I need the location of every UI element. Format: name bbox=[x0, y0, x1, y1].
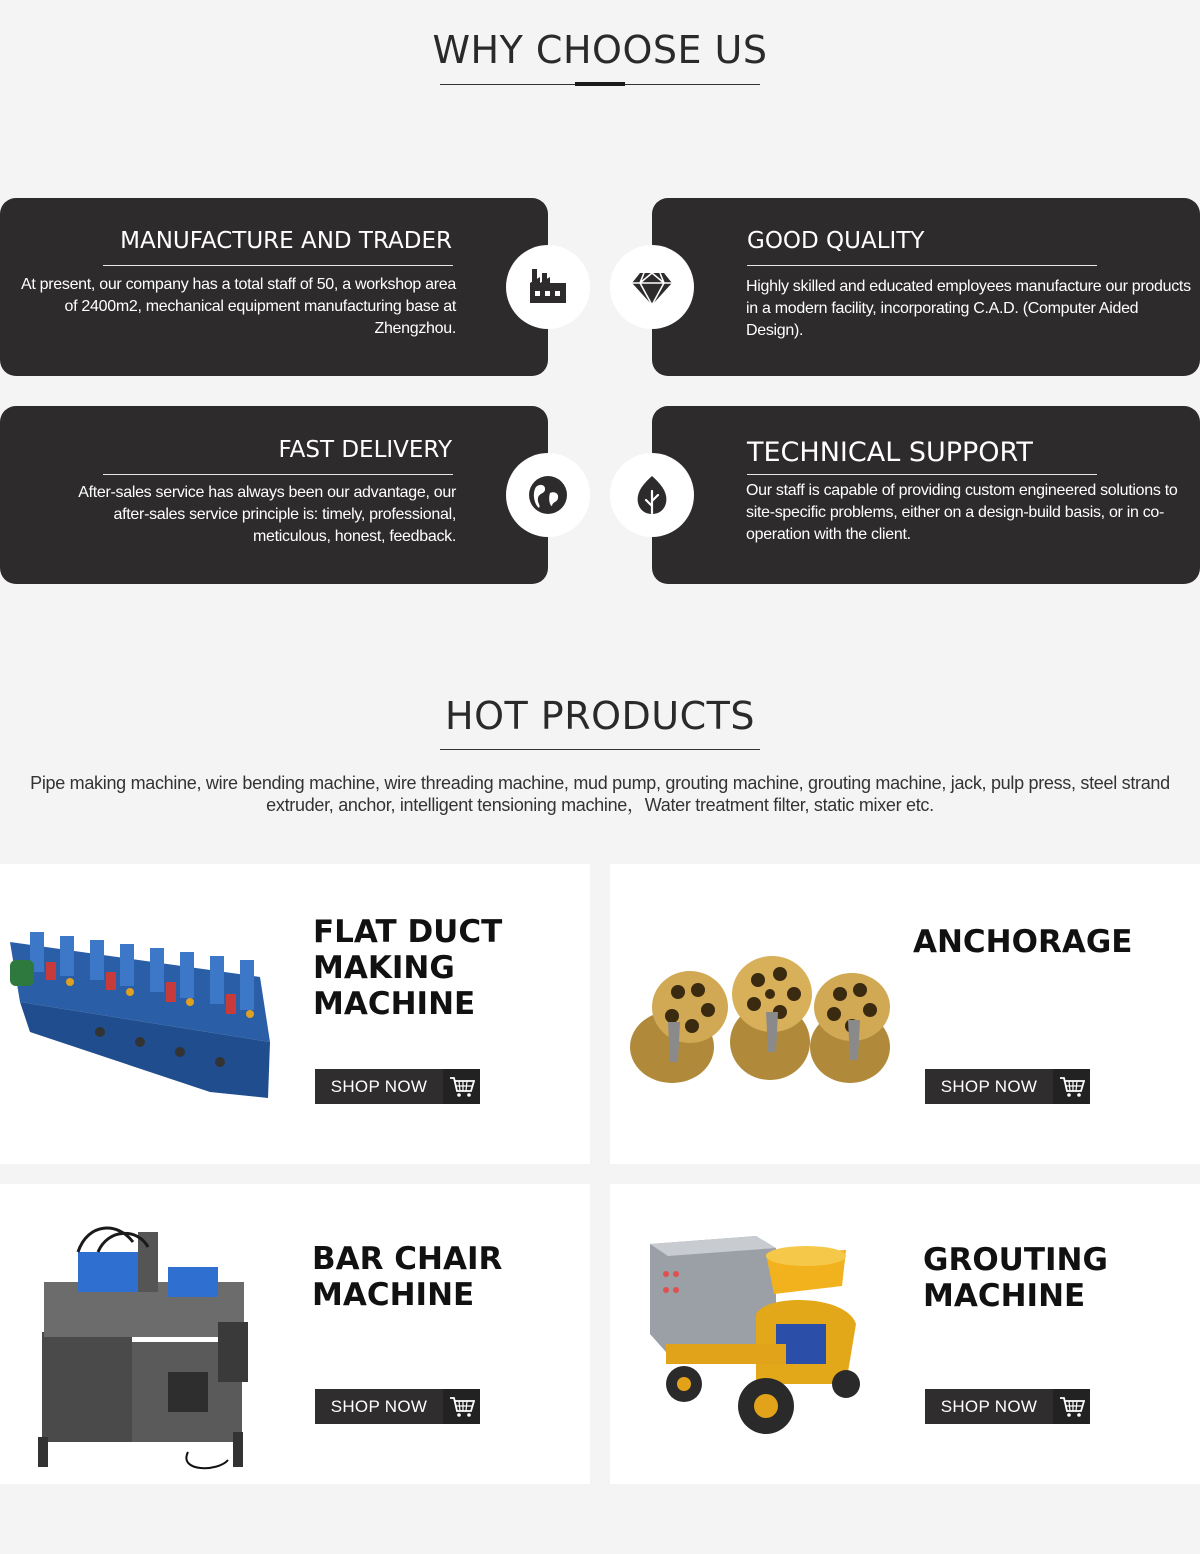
product-name: BAR CHAIR MACHINE bbox=[312, 1241, 503, 1313]
leaf-icon bbox=[630, 473, 674, 517]
cart-icon bbox=[1053, 1389, 1090, 1424]
shop-now-button[interactable] bbox=[925, 1069, 1090, 1104]
globe-icon bbox=[526, 473, 570, 517]
feature-text: Our staff is capable of providing custom engineered solutions to site-specific problems, either on a design-build basis, or in co-operation with the client. bbox=[746, 482, 1178, 543]
hot-products-title: HOT PRODUCTS bbox=[445, 694, 755, 738]
globe-icon-circle bbox=[506, 453, 590, 537]
feature-divider bbox=[103, 265, 453, 266]
why-choose-us-title: WHY CHOOSE US bbox=[432, 28, 768, 72]
product-card-bar-chair bbox=[0, 1184, 590, 1484]
feature-card-support bbox=[652, 406, 1200, 584]
shop-now-label: SHOP NOW bbox=[330, 1396, 428, 1416]
products-intro: Pipe making machine, wire bending machine, wire threading machine, mud pump, grouting machine, grouting machine, jack, pulp press, steel strand extruder, anchor, intelligent tensioning machine，Water treatment filter, static mixer etc. bbox=[30, 773, 1170, 815]
diamond-icon bbox=[630, 265, 674, 309]
title-divider-accent bbox=[575, 82, 625, 86]
feature-card-manufacture bbox=[0, 198, 548, 376]
shop-now-label: SHOP NOW bbox=[940, 1076, 1038, 1096]
diamond-icon-circle bbox=[610, 245, 694, 329]
shop-now-label: SHOP NOW bbox=[330, 1076, 428, 1096]
product-name: ANCHORAGE bbox=[913, 924, 1133, 960]
flat-duct-machine-image bbox=[10, 922, 270, 1098]
cart-icon bbox=[443, 1389, 480, 1424]
bar-chair-machine-image bbox=[38, 1222, 264, 1472]
feature-card-quality bbox=[652, 198, 1200, 376]
cart-icon bbox=[1053, 1069, 1090, 1104]
product-name: GROUTING MACHINE bbox=[923, 1242, 1108, 1314]
shop-now-button[interactable] bbox=[925, 1389, 1090, 1424]
feature-title: TECHNICAL SUPPORT bbox=[747, 437, 1033, 468]
feature-text: Highly skilled and educated employees manufacture our products in a modern facility, incorporating C.A.D. (Computer Aided Design). bbox=[746, 278, 1191, 339]
feature-divider bbox=[747, 474, 1097, 475]
shop-now-button[interactable] bbox=[315, 1069, 480, 1104]
factory-icon bbox=[526, 265, 570, 309]
feature-card-delivery bbox=[0, 406, 548, 584]
product-card-flat-duct bbox=[0, 864, 590, 1164]
feature-divider bbox=[747, 265, 1097, 266]
feature-title: FAST DELIVERY bbox=[278, 437, 452, 463]
shop-now-button[interactable] bbox=[315, 1389, 480, 1424]
leaf-icon-circle bbox=[610, 453, 694, 537]
shop-now-label: SHOP NOW bbox=[940, 1396, 1038, 1416]
anchorage-image bbox=[630, 952, 892, 1086]
grouting-machine-image bbox=[646, 1234, 876, 1436]
feature-title: GOOD QUALITY bbox=[747, 228, 925, 254]
feature-text: At present, our company has a total staff of 50, a workshop area of 2400m2, mechanical equipment manufacturing base at Zhengzhou. bbox=[21, 276, 456, 337]
feature-title: MANUFACTURE AND TRADER bbox=[120, 228, 452, 254]
feature-text: After-sales service has always been our advantage, our after-sales service principle is: timely, professional, meticulous, honest, feedback. bbox=[78, 484, 456, 545]
feature-divider bbox=[103, 474, 453, 475]
product-card-grouting bbox=[610, 1184, 1200, 1484]
cart-icon bbox=[443, 1069, 480, 1104]
product-name: FLAT DUCT MAKING MACHINE bbox=[313, 914, 503, 1022]
product-card-anchorage bbox=[610, 864, 1200, 1164]
title-divider bbox=[440, 749, 760, 750]
factory-icon-circle bbox=[506, 245, 590, 329]
